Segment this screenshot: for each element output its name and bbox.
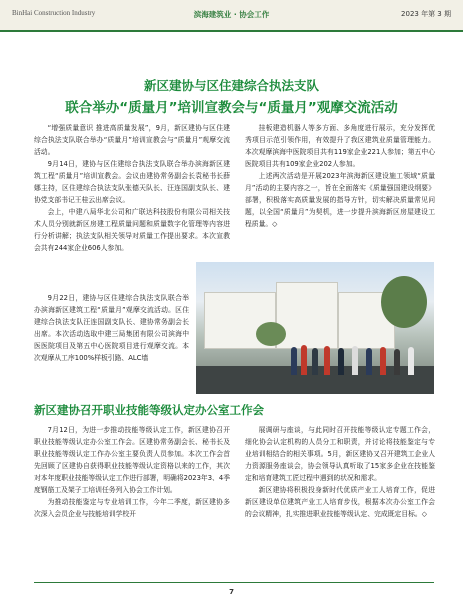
article1-column2 xyxy=(245,122,435,230)
paragraph: 为推动技能鉴定与专业培训工作，今年二季度，新区建协多次深入会员企业与技能培训学校开 xyxy=(34,498,230,518)
article1-column1 xyxy=(34,122,230,254)
paragraph: 9月22日，建协与区住建综合执法支队联合举办滨海新区建筑工程“质量月”观摩交流活动。区住建综合执法支队汪连国副支队长、建协常务副会长出席。本次活动选取中建三局集团有限公司滨海中医医院项目及第五中心医院项目进行观摩交流。本次观摩从工序100%样板引路、ALC墙 xyxy=(34,294,189,362)
article1-column1-continued xyxy=(34,292,189,364)
page-header xyxy=(0,0,463,32)
paragraph: 新区建协将积极投身新时代优质产业工人培育工作，促进新区建设单位建筑产业工人培育步伐，根据本次办公室工作会的会议精神，扎实推进职业技能等级认定、完成既定目标。◇ xyxy=(245,486,435,518)
page-number: 7 xyxy=(229,588,234,596)
paragraph: 7月12日，为进一步推动技能等级认定工作，新区建协召开职业技能等级认定办公室工作会。区建协常务副会长、秘书长及职业技能等级认定工作办公室主要负责人员参加。本次工作会首先回顾了区建协自获得职业技能等级认定资格以来的工作，其次对本年度职业技能等级认定工作进行部署，明确将2023年3、4季度钢筋工及架子工培训任务列入协会工作计划。 xyxy=(34,426,230,494)
event-photo xyxy=(196,262,434,394)
paragraph: 会上，中建八局华北公司和广联达科技股份有限公司相关技术人员分别就新区房建工程质量问题和质量数字化管理等内容进行分析讲解；执法支队相关领导对质量工作提出要求。本次宣教会共有244家企业606人参加。 xyxy=(34,208,230,252)
paragraph: “增强质量意识 推进高质量发展”，9月，新区建协与区住建综合执法支队联合举办“质量月”培训宣教会与“质量月”观摩交流活动。 xyxy=(34,124,230,156)
paragraph: 9月14日，建协与区住建综合执法支队联合举办滨海新区建筑工程“质量月”培训宣教会。会议由建协常务副会长袁秘书长薛娜主持，区住建综合执法支队张德天队长、汪连国副支队长、建协党支部书记王桂云出席会议。 xyxy=(34,160,230,204)
paragraph: 挂板建造机器人等多方面、多角度进行展示，充分发挥优秀项目示范引领作用，有效提升了我区建筑业质量管理能力。本次观摩滨海中医院项目共有119家企业221人参加；第五中心医院项目共有109家企业202人参加。 xyxy=(245,124,435,168)
article2-column2 xyxy=(245,424,435,520)
issue-number: 2023 年第 3 期 xyxy=(401,10,451,18)
publication-name: BinHai Construction Industry xyxy=(12,9,96,17)
paragraph: 展调研与座谈，与此同时召开技能等级认定专题工作会，细化协会认定机构的人员分工和职责，并讨论将技能鉴定与专业培训相结合的相关事项。5月，新区建协又召开建筑工企业人力资源服务座谈会，协会领导认真听取了15家多企业在技能鉴定和培育建筑工匠过程中遇到的状况和需求。 xyxy=(245,426,435,482)
article1-title-line2: 联合举办“质量月”培训宣教会与“质量月”观摩交流活动 xyxy=(65,100,398,116)
article1-title-line1: 新区建协与区住建综合执法支队 xyxy=(143,78,319,93)
article2-column1 xyxy=(34,424,230,520)
article2-title: 新区建协召开职业技能等级认定办公室工作会 xyxy=(34,403,264,417)
footer-divider xyxy=(34,582,434,583)
paragraph: 上述两次活动是开展2023年滨海新区建设施工领域“质量月”活动的主要内容之一，旨在全面落实《质量强国建设纲要》部署，积极落实高质量发展的指导方针，切实解决质量常见问题，以全国“质量月”为契机，进一步提升滨海新区房屋建设工程质量。◇ xyxy=(245,172,435,228)
section-title: 滨海建筑业 · 协会工作 xyxy=(193,10,270,19)
